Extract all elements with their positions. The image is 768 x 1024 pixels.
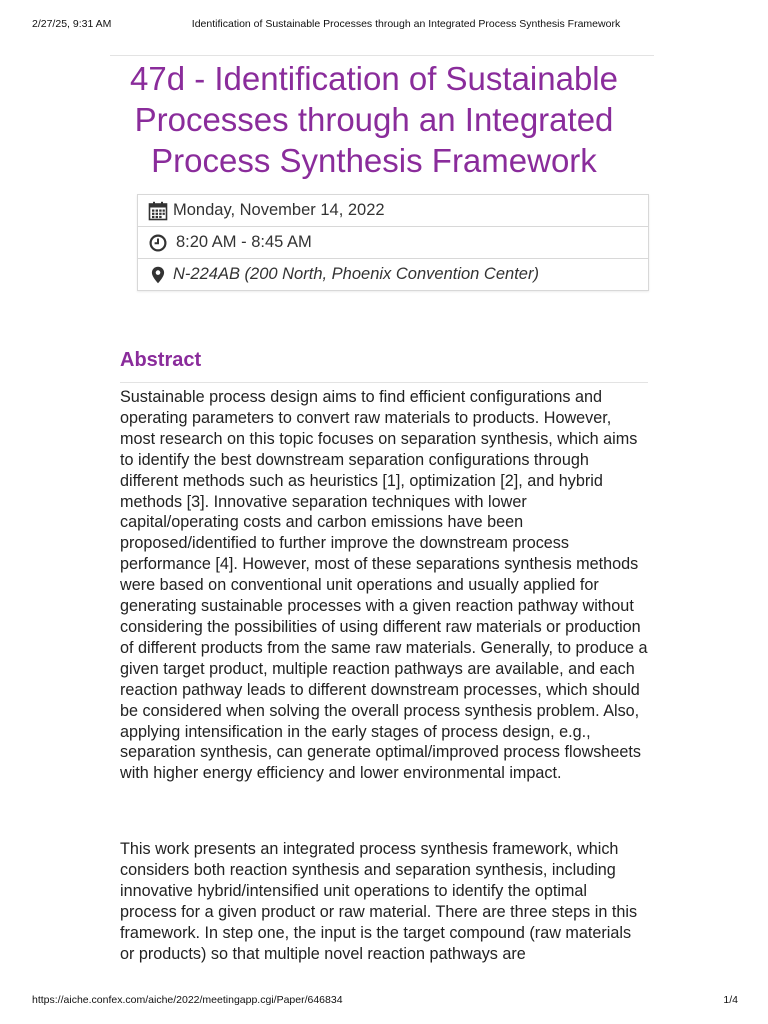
page-title: 47d - Identification of Sustainable Processes through an Integrated Process Synthesis Framework xyxy=(130,60,618,179)
session-time-row xyxy=(138,227,648,259)
session-date: Monday, November 14, 2022 xyxy=(173,201,385,219)
print-title: Identification of Sustainable Processes through an Integrated Process Synthesis Framework xyxy=(191,18,621,30)
abstract-divider xyxy=(120,382,648,383)
calendar-icon xyxy=(147,200,169,222)
abstract-heading: Abstract xyxy=(120,349,202,371)
top-divider xyxy=(110,55,654,56)
session-location-row xyxy=(138,259,648,290)
session-location: N-224AB (200 North, Phoenix Convention Center) xyxy=(173,265,539,283)
abstract-paragraph-2: This work presents an integrated process synthesis framework, which considers both reaction synthesis and separation synthesis, including innovative hybrid/intensified unit operations to identify the optimal process for a given product or raw material. There are three steps in this framework. In step one, the input is the target compound (raw materials or products) so that multiple novel reaction pathways are xyxy=(120,840,638,963)
session-info-box xyxy=(137,194,649,291)
map-marker-icon xyxy=(147,264,169,286)
clock-icon xyxy=(147,232,169,254)
session-date-row xyxy=(138,195,648,227)
page-url: https://aiche.confex.com/aiche/2022/meetingapp.cgi/Paper/646834 xyxy=(32,994,343,1006)
page-number: 1/4 xyxy=(723,994,738,1006)
print-header xyxy=(32,18,740,34)
print-date: 2/27/25, 9:31 AM xyxy=(32,18,112,30)
abstract-paragraph-1: Sustainable process design aims to find efficient configurations and operating parameters to convert raw materials to products. However, most research on this topic focuses on separation synthesis, which aims to identify the best downstream separation configurations through different methods such as heuristics [1], optimization [2], and hybrid methods [3]. Innovative separation techniques with lower capital/operating costs and carbon emissions have been proposed/identified to further improve the downstream process performance [4]. However, most of these separations synthesis methods were based on conventional unit operations and usually applied for generating sustainable processes with a given reaction pathway without considering the possibilities of using different raw materials or production of different products from the same raw materials. Generally, to produce a given target product, multiple reaction pathways are available, and each reaction pathway leads to different downstream processes, which should be considered when solving the overall process synthesis problem. Also, applying intensification in the early stages of process design, e.g., separation synthesis, can generate optimal/improved process flowsheets with higher energy efficiency and lower environmental impact. xyxy=(120,388,648,783)
print-footer xyxy=(32,994,738,1008)
session-time: 8:20 AM - 8:45 AM xyxy=(176,233,312,251)
